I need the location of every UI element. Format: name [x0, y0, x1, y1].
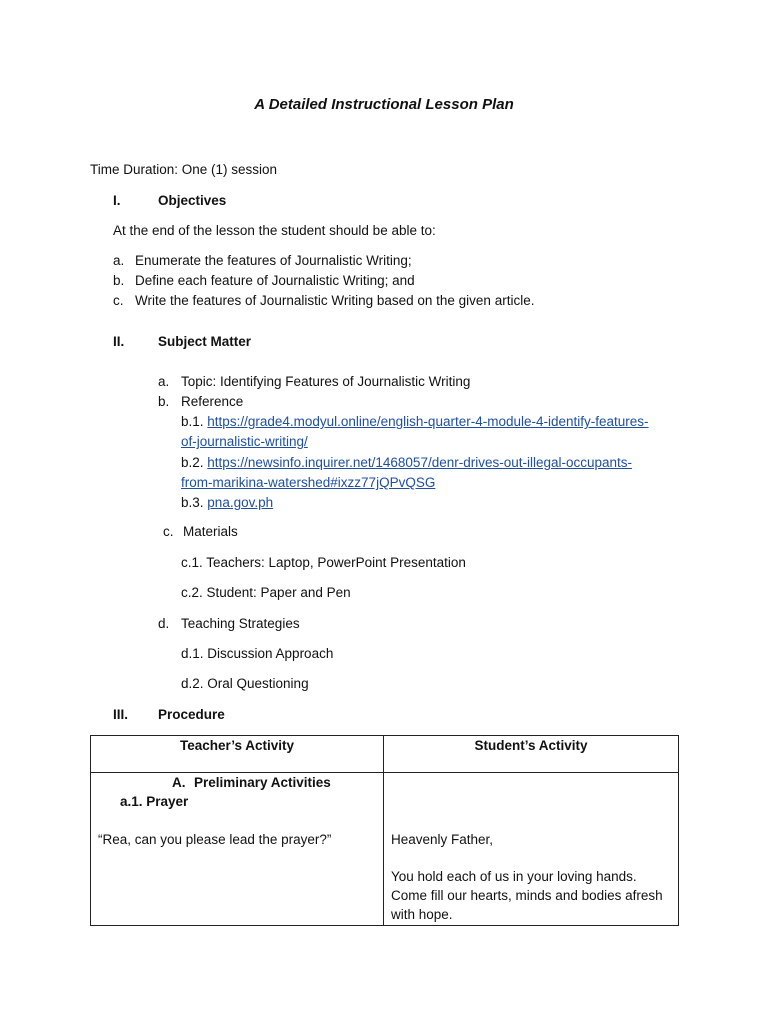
teacher-activity-cell	[91, 773, 384, 926]
student-activity-header	[384, 736, 679, 773]
activity-table	[90, 735, 679, 926]
objective-marker-c: c.	[113, 293, 124, 308]
reference-b1	[181, 413, 649, 431]
student-activity-cell	[384, 773, 679, 926]
activity-table-row	[91, 773, 679, 926]
student-activity-header-text: Student’s Activity	[474, 738, 588, 753]
reference-b3	[181, 494, 273, 512]
objective-marker-b: b.	[113, 273, 125, 288]
objectives-intro: At the end of the lesson the student should be able to:	[113, 223, 436, 238]
subject-matter-heading: Subject Matter	[158, 334, 252, 349]
reference-b3-link[interactable]: pna.gov.ph	[207, 495, 274, 510]
reference-b2-prefix: b.2.	[181, 455, 204, 470]
materials-item-1: c.1. Teachers: Laptop, PowerPoint Presentation	[181, 555, 466, 570]
document-title: A Detailed Instructional Lesson Plan	[254, 96, 514, 113]
objective-item-a: Enumerate the features of Journalistic Writing;	[135, 253, 412, 268]
materials-item-2: c.2. Student: Paper and Pen	[181, 585, 351, 600]
activity-table-header-row	[91, 736, 679, 773]
strategies-item-1: d.1. Discussion Approach	[181, 646, 334, 661]
reference-b2-link-cont[interactable]: from-marikina-watershed#ixzz77jQPvQSG	[181, 475, 436, 490]
strategies-heading: Teaching Strategies	[181, 616, 300, 631]
reference-b2	[181, 454, 632, 472]
prayer-label: a.1. Prayer	[120, 794, 189, 809]
teacher-prompt: “Rea, can you please lead the prayer?”	[98, 832, 332, 847]
procedure-numeral: III.	[113, 707, 129, 722]
reference-b2-cont	[181, 474, 435, 492]
preliminary-marker: A.	[172, 775, 186, 790]
procedure-heading: Procedure	[158, 707, 225, 722]
student-line-3: Come fill our hearts, minds and bodies afresh	[391, 888, 663, 903]
student-line-1: Heavenly Father,	[391, 832, 494, 847]
subject-matter-numeral: II.	[113, 334, 125, 349]
teacher-activity-header-text: Teacher’s Activity	[179, 738, 295, 753]
reference-b1-cont	[181, 433, 308, 451]
materials-marker: c.	[163, 524, 174, 539]
reference-b3-prefix: b.3.	[181, 495, 204, 510]
objectives-heading: Objectives	[158, 193, 227, 208]
objectives-numeral: I.	[113, 193, 121, 208]
student-line-2: You hold each of us in your loving hands.	[391, 869, 637, 884]
objective-item-b: Define each feature of Journalistic Writing; and	[135, 273, 415, 288]
reference-heading: Reference	[181, 394, 244, 409]
reference-b1-prefix: b.1.	[181, 414, 204, 429]
materials-heading: Materials	[183, 524, 238, 539]
topic-text: Topic: Identifying Features of Journalistic Writing	[181, 374, 471, 389]
reference-b1-link-cont[interactable]: of-journalistic-writing/	[181, 434, 308, 449]
reference-marker: b.	[158, 394, 170, 409]
reference-b2-link[interactable]: https://newsinfo.inquirer.net/1468057/denr-drives-out-illegal-occupants-	[207, 455, 633, 470]
topic-marker: a.	[158, 374, 170, 389]
strategies-marker: d.	[158, 616, 170, 631]
student-line-4: with hope.	[391, 907, 453, 922]
objective-item-c: Write the features of Journalistic Writing based on the given article.	[135, 293, 535, 308]
time-duration: Time Duration: One (1) session	[90, 162, 278, 177]
teacher-activity-header	[91, 736, 384, 773]
objective-marker-a: a.	[113, 253, 125, 268]
preliminary-heading: Preliminary Activities	[194, 775, 331, 790]
strategies-item-2: d.2. Oral Questioning	[181, 676, 309, 691]
reference-b1-link[interactable]: https://grade4.modyul.online/english-quarter-4-module-4-identify-features-	[207, 414, 649, 429]
